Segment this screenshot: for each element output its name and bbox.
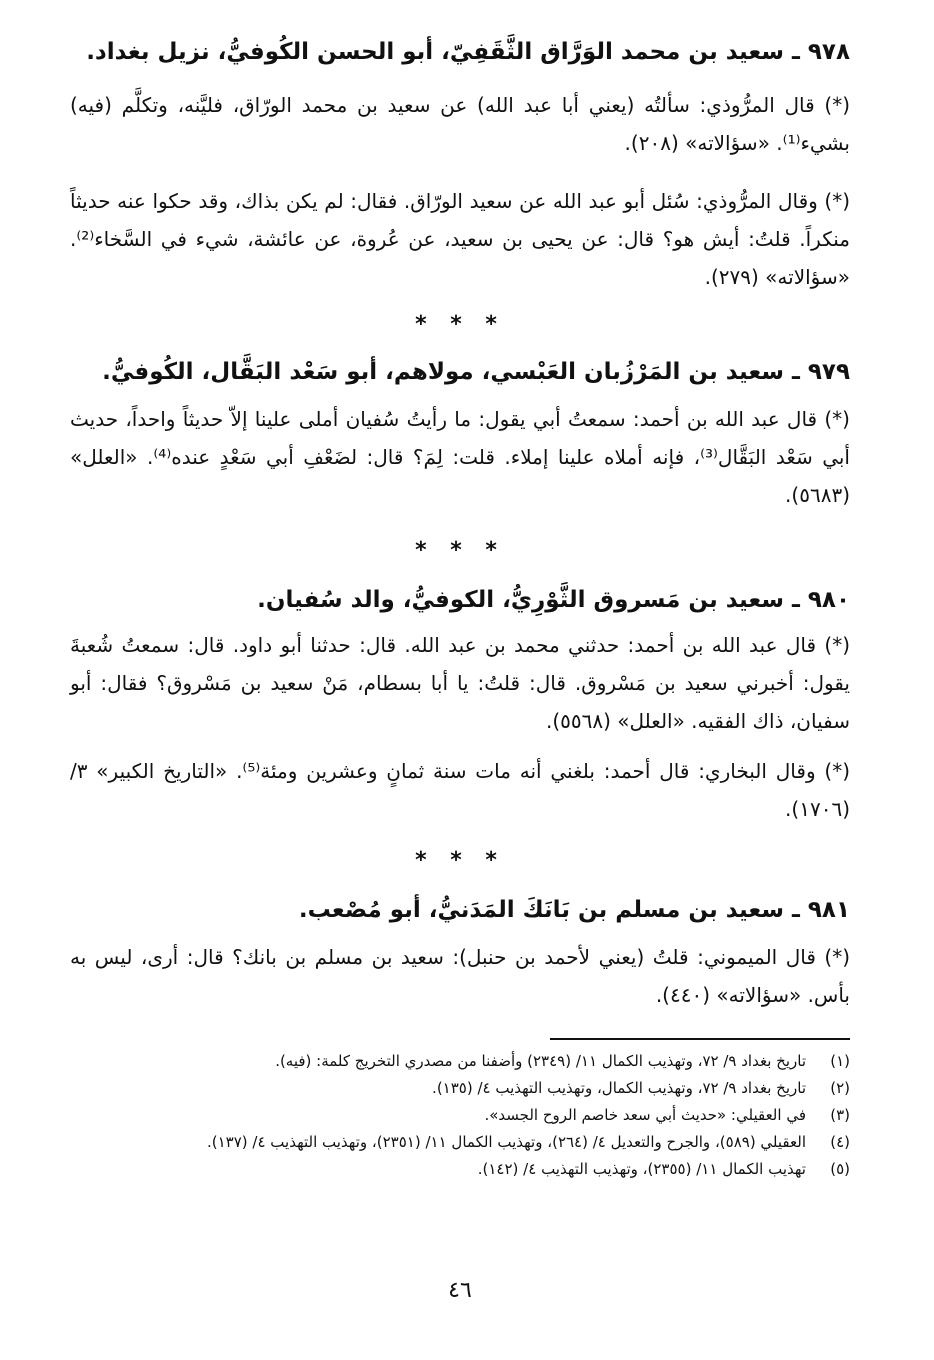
footnote-text: في العقيلي: «حديث أبي سعد خاصم الروح الجسد». [484, 1106, 806, 1124]
entry-980-paragraph-1: (*) قال عبد الله بن أحمد: حدثني محمد بن عبد الله. قال: حدثنا أبو داود. قال: سمعتُ شُعبةَ يقول: أخبرني سعيد بن مَسْروق. قال: قلتُ: يا أبا بسطام، مَنْ سعيد بن مَسْروق؟ فقال: أبو سفيان، ذاك الفقيه. «العلل» (٥٥٦٨). [70, 633, 850, 733]
section-separator: * * * [415, 538, 505, 563]
entry-978-paragraph-1: (*) قال المرُّوذي: سألتُه (يعني أبا عبد الله) عن سعيد بن محمد الورّاق، فليَّنه، وتكلَّم (فيه) بشيء⁽¹⁾. «سؤالاته» (٢٠٨). [70, 93, 850, 155]
document-page [70, 0, 850, 1360]
section-separator: * * * [415, 312, 505, 337]
section-separator: * * * [415, 848, 505, 873]
footnote-text: العقيلي (٥٨٩)، والجرح والتعديل ٤/ (٢٦٤)، وتهذيب الكمال ١١/ (٢٣٥١)، وتهذيب التهذيب ٤/ (١٣٧). [206, 1133, 806, 1151]
entry-heading-978: ٩٧٨ ـ سعيد بن محمد الوَرَّاق الثَّقَفِيّ، أبو الحسن الكُوفيُّ، نزيل بغداد. [86, 39, 850, 65]
entry-heading-980: ٩٨٠ ـ سعيد بن مَسروق الثَّوْرِيُّ، الكوفيُّ، والد سُفيان. [257, 587, 850, 613]
footnote-number: (٢) [830, 1079, 850, 1097]
footnote-number: (١) [830, 1052, 850, 1070]
entry-980-paragraph-2: (*) وقال البخاري: قال أحمد: بلغني أنه مات سنة ثمانٍ وعشرين ومئة⁽⁵⁾. «التاريخ الكبير» ٣/ (١٧٠٦). [70, 759, 851, 821]
entry-979-paragraph-1: (*) قال عبد الله بن أحمد: سمعتُ أبي يقول: ما رأيتُ سُفيان أملى علينا إلاّ حديثاً واحداً، حديث أبي سَعْد البَقَّال⁽³⁾، فإنه أملاه علينا إملاء. قلت: لِمَ؟ قال: لضَعْفِ أبي سَعْدٍ عنده⁽⁴⁾. «العلل» (٥٦٨٣). [70, 407, 850, 507]
footnote-divider [550, 1038, 850, 1040]
entry-981-paragraph-1: (*) قال الميموني: قلتُ (يعني لأحمد بن حنبل): سعيد بن مسلم بن بانك؟ قال: أرى، ليس به بأس. «سؤالاته» (٤٤٠). [70, 945, 850, 1007]
footnote-number: (٤) [830, 1133, 850, 1151]
footnote-text: تهذيب الكمال ١١/ (٢٣٥٥)، وتهذيب التهذيب ٤/ (١٤٢). [477, 1160, 806, 1178]
footnote-item [70, 1156, 850, 1183]
entry-heading-979: ٩٧٩ ـ سعيد بن المَرْزُبان العَبْسي، مولاهم، أبو سَعْد البَقَّال، الكُوفيُّ. [102, 359, 850, 385]
footnote-item [70, 1048, 850, 1075]
footnote-text: تاريخ بغداد ٩/ ٧٢، وتهذيب الكمال ١١/ (٢٣٤٩) وأضفنا من مصدري التخريج كلمة: (فيه). [275, 1052, 806, 1070]
entry-heading-981: ٩٨١ ـ سعيد بن مسلم بن بَانَكَ المَدَنيُّ، أبو مُصْعب. [298, 897, 850, 923]
page-number: ٤٦ [448, 1278, 472, 1303]
footnote-text: تاريخ بغداد ٩/ ٧٢، وتهذيب الكمال، وتهذيب التهذيب ٤/ (١٣٥). [432, 1079, 806, 1097]
footnote-number: (٣) [830, 1106, 850, 1124]
footnotes [70, 1048, 850, 1183]
footnote-item [70, 1102, 850, 1129]
footnote-item [70, 1075, 850, 1102]
entry-978-paragraph-2: (*) وقال المرُّوذي: سُئل أبو عبد الله عن سعيد الورّاق. فقال: لم يكن بذاك، وقد حكوا عنه حديثاً منكراً. قلتُ: أيش هو؟ قال: عن يحيى بن سعيد، عن عُروة، عن عائشة، شيء في السَّخاء⁽²⁾. «سؤالاته» (٢٧٩). [70, 189, 850, 289]
footnote-number: (٥) [830, 1160, 850, 1178]
footnote-item [70, 1129, 850, 1156]
